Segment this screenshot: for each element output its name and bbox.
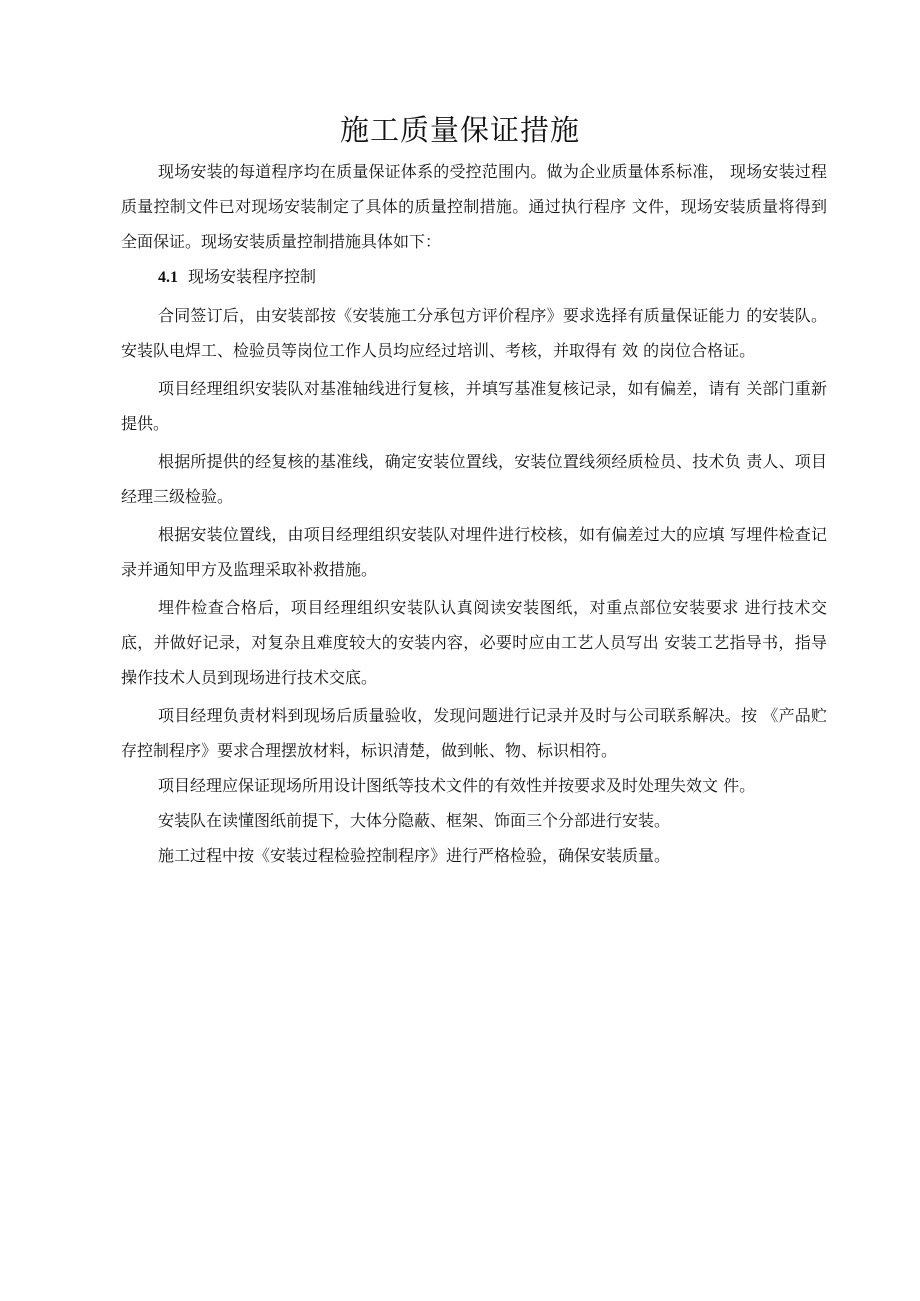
paragraph-9: 施工过程中按《安装过程检验控制程序》进行严格检验，确保安装质量。 — [158, 846, 671, 865]
paragraph-2: 项目经理组织安装队对基准轴线进行复核，并填写基准复核记录，如有偏差，请有 关部门重新提供。 — [121, 379, 827, 433]
paragraph-1: 合同签订后，由安装部按《安装施工分承包方评价程序》要求选择有质量保证能力 的安装队。安装队电焊工、检验员等岗位工作人员均应经过培训、考核，并取得有 效 的岗位合格证。 — [121, 306, 827, 360]
document-body — [121, 154, 827, 873]
paragraph-6: 项目经理负责材料到现场后质量验收，发现问题进行记录并及时与公司联系解决。按 《产品贮存控制程序》要求合理摆放材料，标识清楚，做到帐、物、标识相符。 — [121, 706, 827, 760]
section-number: 4.1 — [158, 269, 178, 286]
paragraph-8: 安装队在读懂图纸前提下，大体分隐蔽、框架、饰面三个分部进行安装。 — [158, 811, 671, 830]
paragraph-3: 根据所提供的经复核的基准线，确定安装位置线，安装位置线须经质检员、技术负 责人、项目经理三级检验。 — [121, 452, 827, 506]
page-title: 施工质量保证措施 — [339, 113, 580, 147]
section-heading — [121, 259, 827, 295]
intro-paragraph: 现场安装的每道程序均在质量保证体系的受控范围内。做为企业质量体系标准， 现场安装过程质量控制文件已对现场安装制定了具体的质量控制措施。通过执行程序 文件，现场安装质量将得到全面保证。现场安装质量控制措施具体如下： — [121, 162, 827, 251]
section-title: 现场安装程序控制 — [188, 267, 317, 286]
paragraph-7: 项目经理应保证现场所用设计图纸等技术文件的有效性并按要求及时处理失效文 件。 — [158, 776, 756, 795]
paragraph-5: 埋件检查合格后，项目经理组织安装队认真阅读安装图纸，对重点部位安装要求 进行技术交底，并做好记录，对复杂且难度较大的安装内容，必要时应由工艺人员写出 安装工艺指导书，指导操作技术人员到现场进行技术交底。 — [121, 598, 827, 687]
paragraph-4: 根据安装位置线，由项目经理组织安装队对埋件进行校核，如有偏差过大的应填 写埋件检查记录并通知甲方及监理采取补救措施。 — [121, 525, 827, 579]
